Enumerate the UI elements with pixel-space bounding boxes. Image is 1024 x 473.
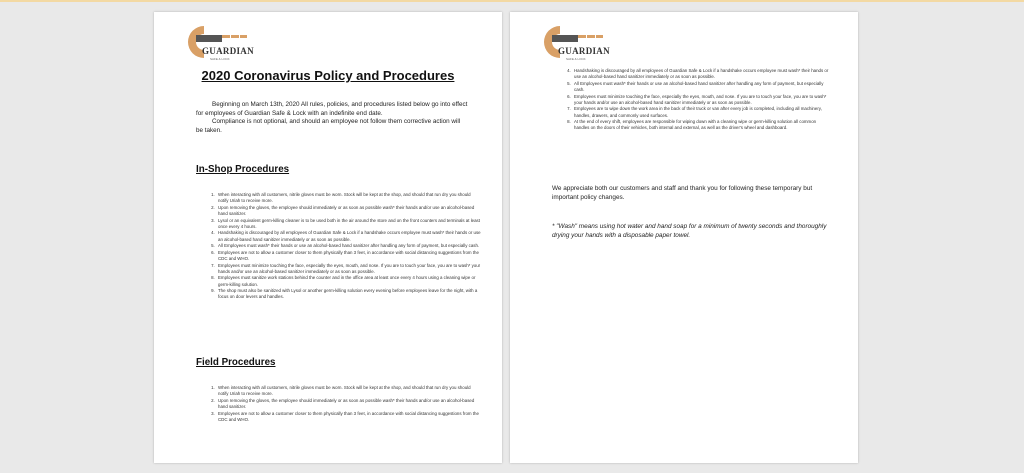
list-item: 5. All Employees must wash* their hands or use an alcohol-based hand sanitizer after handling any form of payment, but especially cash.: [216, 243, 482, 249]
list-item: 4. Handshaking is discouraged by all employees of Guardian Safe & Lock if a handshake occurs employee must wash* their hands or use an alcohol-based hand sanitizer immediately or as soon as possible.: [216, 230, 482, 242]
list-item: 3. Lysol or an equivalent germ-killing cleaner is to be used both in the air around the store and on the front counters and terminals at least once every 4 hours.: [216, 218, 482, 230]
list-item: 8. At the end of every shift, employees are responsible for wiping down with a cleaning wipe or germ-killing solution all common handles on the doors of their vehicles, both internal and external, as well as the driver's wheel and dashboard.: [572, 119, 830, 131]
field-list-continued: [560, 68, 830, 132]
field-heading: Field Procedures: [196, 357, 276, 368]
document-page-2[interactable]: [510, 12, 858, 463]
guardian-logo: [174, 20, 264, 64]
list-item: 2. Upon removing the gloves, the employee should immediately or as soon as possible wash* their hands and/or use an alcohol-based hand sanitizer.: [216, 398, 482, 410]
closing-paragraph: We appreciate both our customers and staff and thank you for following these temporary but important policy changes.: [552, 185, 813, 201]
list-item: 3. Employees are not to allow a customer closer to them physically than 3 feet, in accordance with social distancing suggestions from the CDC and WHO.: [216, 411, 482, 423]
in-shop-list: [204, 192, 482, 301]
wash-footnote: * "Wash" means using hot water and hand soap for a minimum of twenty seconds and thoroughly drying your hands with a disposable paper towel.: [552, 223, 827, 239]
guardian-logo: [530, 20, 620, 64]
intro-paragraph: Compliance is not optional, and should an employee not follow them corrective action will be taken.: [196, 118, 461, 134]
logo-subtext: SAFE & LOCK: [566, 57, 586, 61]
list-item: 1. When interacting with all customers, nitrile gloves must be worn. Stock will be kept at the shop, and should that run dry you should notify Uriah to receive more.: [216, 192, 482, 204]
list-item: 4. Handshaking is discouraged by all employees of Guardian Safe & Lock if a handshake occurs employee must wash* their hands or use an alcohol-based hand sanitizer immediately or as soon as possible.: [572, 68, 830, 80]
in-shop-heading: In-Shop Procedures: [196, 164, 290, 175]
logo-text: GUARDIAN: [202, 46, 254, 56]
list-item: 1. When interacting with all customers, nitrile gloves must be worn. Stock will be kept at the shop, and should that run dry you should notify Uriah to receive more.: [216, 385, 482, 397]
list-item: 2. Upon removing the gloves, the employee should immediately or as soon as possible wash* their hands and/or use an alcohol-based hand sanitizer.: [216, 205, 482, 217]
list-item: 6. Employees must minimize touching the face, especially the eyes, mouth, and nose. If you are to touch your face, you are to wash* your hands and/or use an alcohol-based hand sanitizer immediately or as soon as possible.: [572, 94, 830, 106]
list-item: 7. Employees must minimize touching the face, especially the eyes, mouth, and nose. If you are to touch your face, you are to wash* your hands and/or use an alcohol-based sanitizer immediately or as soon as possible.: [216, 263, 482, 275]
list-item: 7. Employees are to wipe down the work area in the back of their truck or van after every job is completed, including all machinery, handles, drawers, and commonly used surfaces.: [572, 106, 830, 118]
intro-text: [196, 101, 468, 135]
top-accent-bar: [0, 0, 1024, 2]
list-item: 9. The shop must also be sanitized with Lysol or another germ-killing solution every evening before employees leave for the night, with a focus on door levers and handles.: [216, 288, 482, 300]
document-title: 2020 Coronavirus Policy and Procedures: [201, 68, 455, 83]
intro-paragraph: Beginning on March 13th, 2020 All rules, policies, and procedures listed below go into effect for employees of Guardian Safe & Lock with an indefinite end date.: [196, 101, 468, 117]
list-item: 5. All Employees must wash* their hands or use an alcohol-based hand sanitizer after handling any form of payment, but especially cash.: [572, 81, 830, 93]
logo-text: GUARDIAN: [558, 46, 610, 56]
logo-subtext: SAFE & LOCK: [210, 57, 230, 61]
document-page-1[interactable]: [154, 12, 502, 463]
list-item: 8. Employees must sanitize work stations behind the counter and in the office area at least once every 4 hours using a cleaning wipe or germ-killing solution.: [216, 275, 482, 287]
field-list: [204, 385, 482, 423]
list-item: 6. Employees are not to allow a customer closer to them physically than 3 feet, in accordance with social distancing suggestions from the CDC and WHO.: [216, 250, 482, 262]
